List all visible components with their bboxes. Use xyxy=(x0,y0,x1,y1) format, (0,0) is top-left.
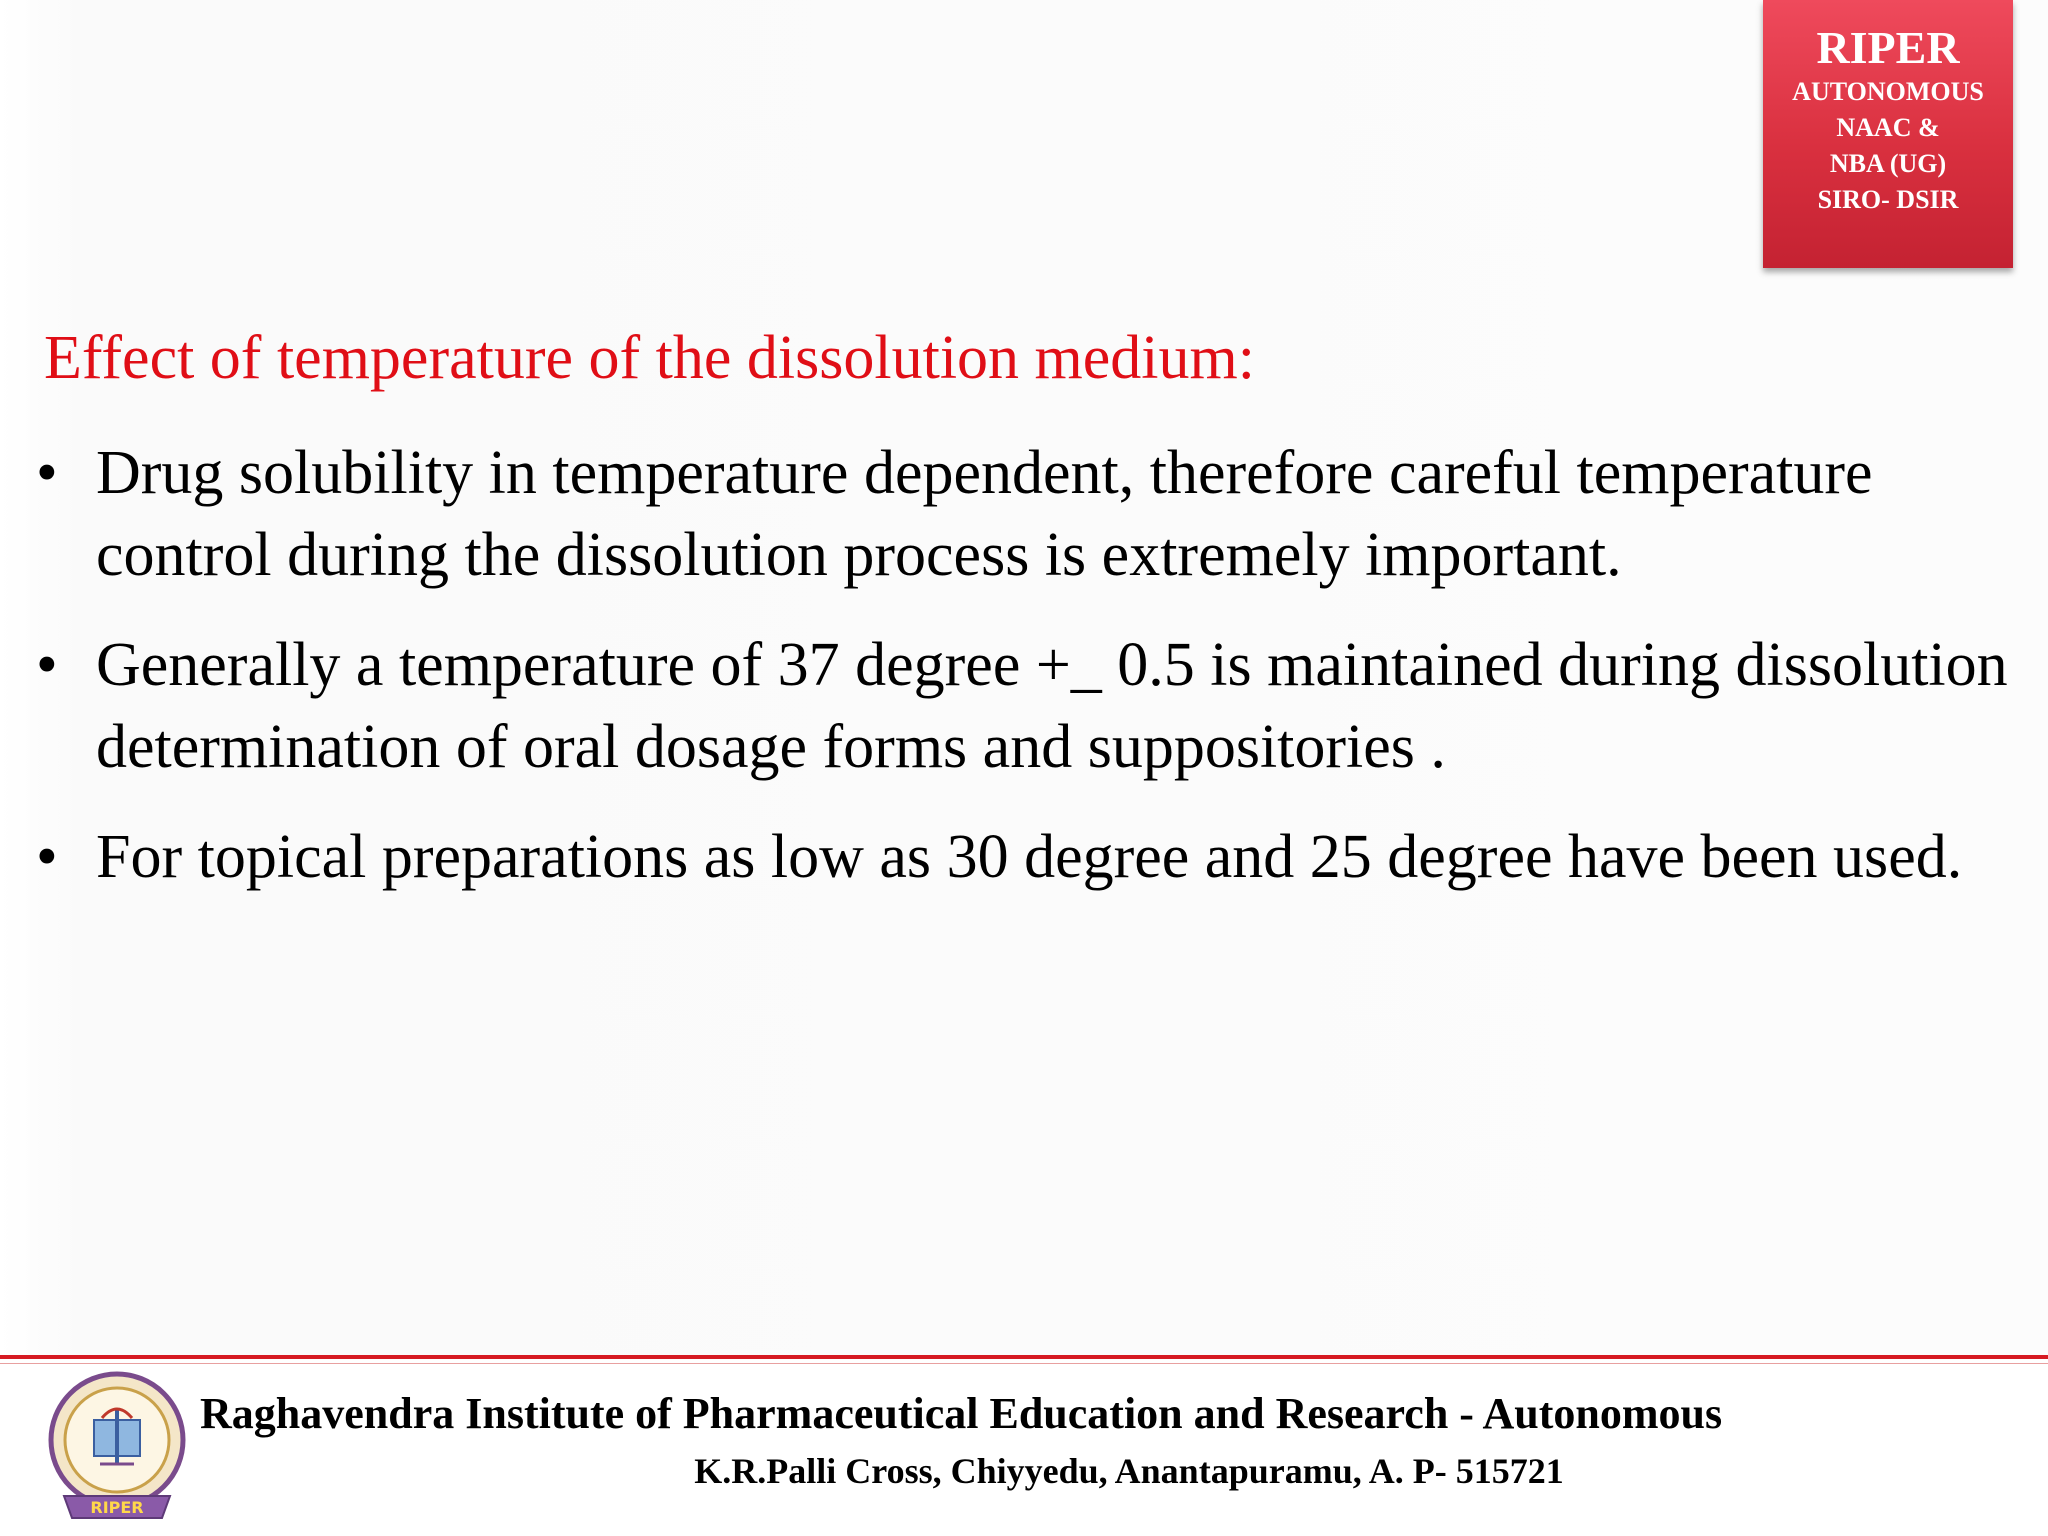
badge-line: SIRO- DSIR xyxy=(1817,185,1959,214)
badge-title: RIPER xyxy=(1816,22,1960,73)
badge-line: NBA (UG) xyxy=(1829,149,1947,178)
bullet-item xyxy=(36,816,2016,898)
bullet-list xyxy=(36,432,2016,926)
slide-heading: Effect of temperature of the dissolution medium: xyxy=(44,324,1255,392)
bullet-text: For topical preparations as low as 30 degree and 25 degree have been used. xyxy=(96,823,1963,891)
bullet-dot-icon: • xyxy=(36,631,58,699)
footer-divider-thin xyxy=(0,1363,2048,1364)
bullet-item xyxy=(36,432,2016,596)
institution-address: K.R.Palli Cross, Chiyyedu, Anantapuramu, A. P- 515721 xyxy=(694,1451,1564,1491)
institution-name: Raghavendra Institute of Pharmaceutical Education and Research - Autonomous xyxy=(200,1389,1723,1438)
accreditation-badge xyxy=(1763,0,2013,268)
footer-divider xyxy=(0,1355,2048,1359)
institution-logo-icon xyxy=(42,1368,192,1528)
bullet-text: Drug solubility in temperature dependent, therefore careful temperature control during the dissolution process is extremely important. xyxy=(96,439,1873,589)
bullet-text: Generally a temperature of 37 degree +_ 0.5 is maintained during dissolution determination of oral dosage forms and suppositories . xyxy=(96,631,2008,781)
bullet-dot-icon: • xyxy=(36,439,58,507)
bullet-dot-icon: • xyxy=(36,823,58,891)
svg-text:RIPER: RIPER xyxy=(90,1498,144,1517)
badge-line: NAAC & xyxy=(1836,113,1940,142)
institution-address-row xyxy=(0,1450,2048,1492)
bullet-item xyxy=(36,624,2016,788)
badge-line: AUTONOMOUS xyxy=(1792,77,1984,106)
